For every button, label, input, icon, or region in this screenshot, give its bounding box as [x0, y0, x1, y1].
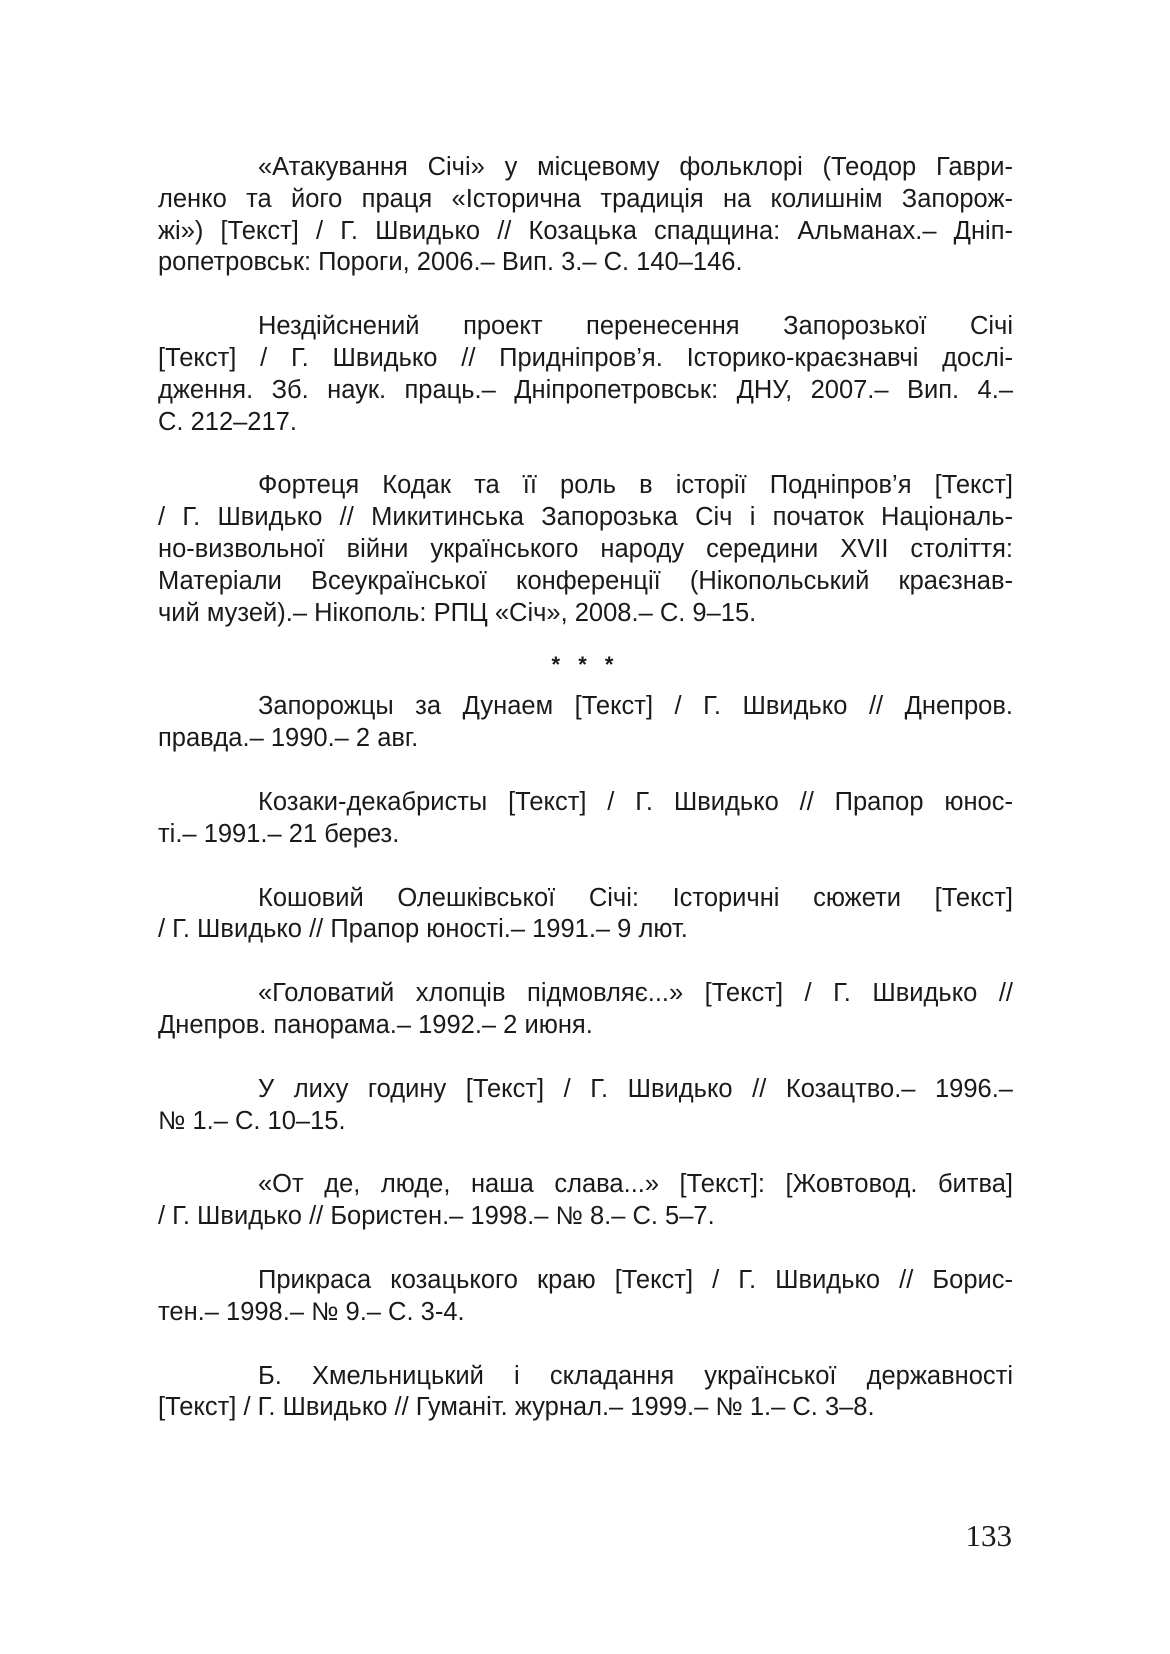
entry-line: / Г. Швидько // Прапор юності.– 1991.– 9 лют.: [158, 915, 688, 944]
entry-line: / Г. Швидько // Микитинська Запорозька Січ і початок Національ-: [158, 503, 1013, 532]
entry-line: № 1.– С. 10–15.: [158, 1106, 346, 1135]
bibliography-entry: [158, 311, 1013, 438]
entry-line: Днепров. панорама.– 1992.– 2 июня.: [158, 1010, 593, 1039]
entry-line: [Текст] / Г. Швидько // Гуманіт. журнал.– 1999.– № 1.– С. 3–8.: [158, 1393, 875, 1422]
entry-line: правда.– 1990.– 2 авг.: [158, 724, 419, 753]
entry-line: Нездійснений проект перенесення Запорозької Січі: [258, 312, 1013, 341]
page-number: 133: [965, 1518, 1012, 1553]
entry-line: Кошовий Олешківської Січі: Історичні сюжети [Текст]: [258, 883, 1013, 912]
entry-line: Козаки-декабристы [Текст] / Г. Швидько // Прапор юнос-: [258, 787, 1013, 816]
entry-line: ленко та його праця «Історична традиція на колишнім Запорож-: [158, 184, 1013, 213]
entry-line: Фортеця Кодак та її роль в історії Подніпров’я [Текст]: [258, 471, 1013, 500]
bibliography-list: [158, 152, 1013, 1456]
entry-line: У лиху годину [Текст] / Г. Швидько // Козацтво.– 1996.–: [258, 1074, 1013, 1103]
entry-line: ті.– 1991.– 21 берез.: [158, 819, 400, 848]
bibliography-entry: [158, 1169, 1013, 1233]
bibliography-entry: [158, 470, 1013, 629]
entry-line: жі») [Текст] / Г. Швидько // Козацька спадщина: Альманах.– Дніп-: [158, 216, 1013, 245]
bibliography-entry: [158, 1074, 1013, 1138]
bibliography-entry: [158, 691, 1013, 755]
bibliography-entry: [158, 883, 1013, 947]
section-separator: * * *: [551, 652, 620, 678]
entry-line: тен.– 1998.– № 9.– С. 3-4.: [158, 1297, 465, 1326]
entry-line: Матеріали Всеукраїнської конференції (Нікопольський краєзнав-: [158, 566, 1013, 595]
entry-line: «От де, люде, наша слава...» [Текст]: [Жовтовод. битва]: [258, 1170, 1013, 1199]
bibliography-entry: [158, 1361, 1013, 1425]
entry-line: ропетровськ: Пороги, 2006.– Вип. 3.– С. 140–146.: [158, 248, 743, 277]
entry-line: Прикраса козацького краю [Текст] / Г. Швидько // Борис-: [258, 1265, 1013, 1294]
entry-line: / Г. Швидько // Бористен.– 1998.– № 8.– С. 5–7.: [158, 1202, 715, 1231]
entry-line: чий музей).– Нікополь: РПЦ «Січ», 2008.– С. 9–15.: [158, 598, 757, 627]
bibliography-entry: [158, 787, 1013, 851]
entry-line: [Текст] / Г. Швидько // Придніпров’я. Історико-краєзнавчі дослі-: [158, 343, 1013, 372]
entry-line: дження. Зб. наук. праць.– Дніпропетровськ: ДНУ, 2007.– Вип. 4.–: [158, 375, 1013, 404]
entry-line: Б. Хмельницький і складання української державності: [258, 1361, 1013, 1390]
bibliography-entry: [158, 152, 1013, 279]
bibliography-entry: [158, 978, 1013, 1042]
entry-line: но-визвольної війни українського народу середини XVII століття:: [158, 534, 1013, 563]
bibliography-entry: [158, 1265, 1013, 1329]
entry-line: «Атакування Січі» у місцевому фольклорі (Теодор Гаври-: [258, 153, 1013, 181]
entry-line: Запорожцы за Дунаем [Текст] / Г. Швидько // Днепров.: [258, 692, 1013, 721]
entry-line: «Головатий хлопців підмовляє...» [Текст] / Г. Швидько //: [258, 979, 1013, 1008]
entry-line: С. 212–217.: [158, 407, 297, 436]
